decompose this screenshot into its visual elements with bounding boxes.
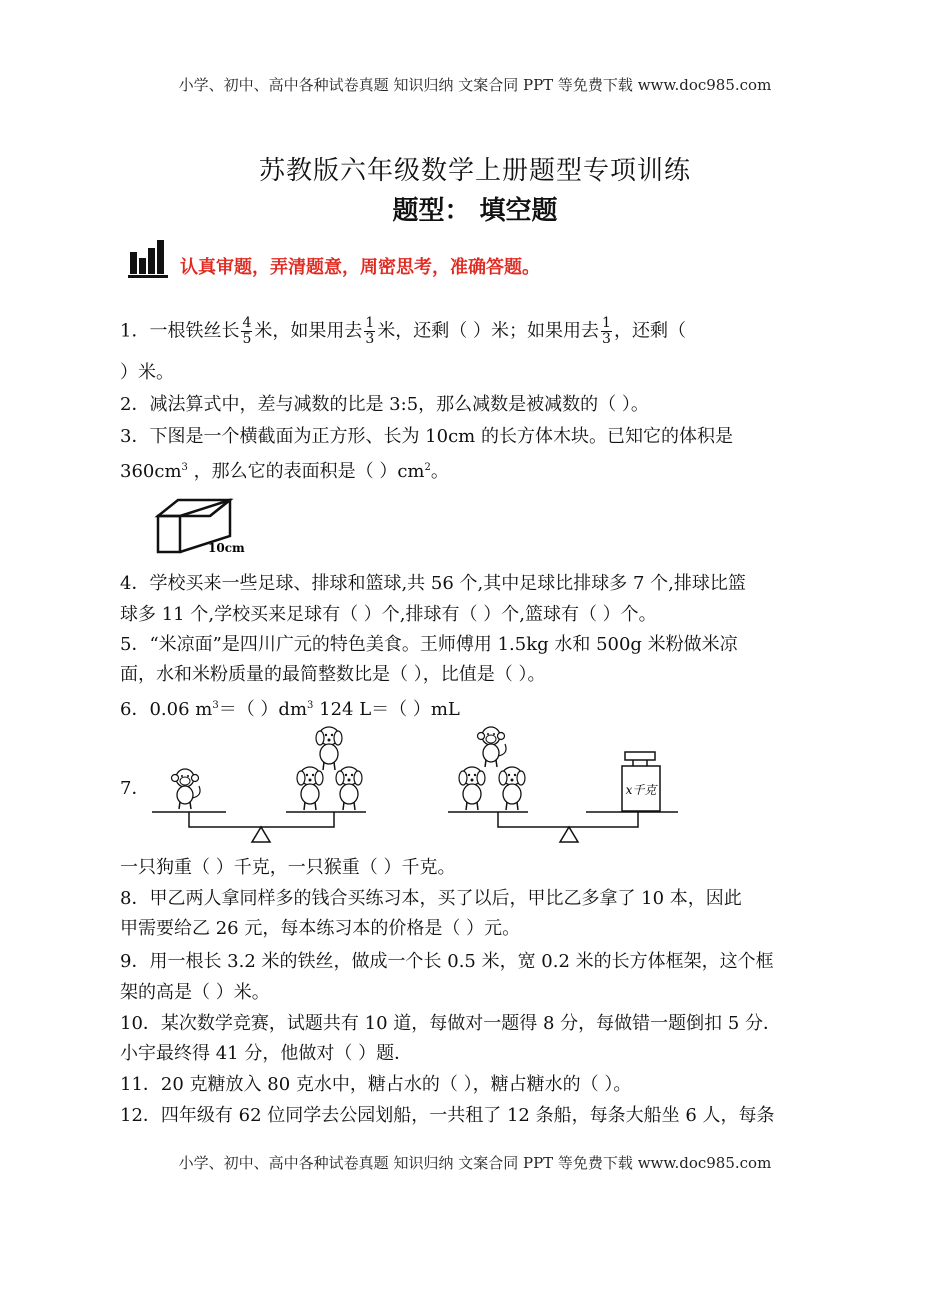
monkey-icon bbox=[478, 727, 507, 767]
instruction-slogan: 认真审题，弄清题意，周密思考，准确答题。 bbox=[180, 257, 540, 278]
page-footer: 小学、初中、高中各种试卷真题 知识归纳 文案合同 PPT 等免费下载 www.doc985.com bbox=[178, 1154, 772, 1172]
fraction: $\frac{1}{3}$ bbox=[602, 315, 611, 347]
question-5-line-1: 5．“米凉面”是四川广元的特色美食。王师傅用 1.5kg 水和 500g 米粉做米凉 bbox=[120, 634, 738, 655]
question-7-label: 7． bbox=[120, 778, 150, 799]
question-11: 11．20 克糖放入 80 克水中，糖占水的（ ），糖占糖水的（ ）。 bbox=[120, 1074, 632, 1095]
question-6: 6．0.06 $m^3=$（ ）$dm^3$ 124 L＝（ ）mL bbox=[120, 699, 460, 720]
question-9-line-1: 9．用一根长 3.2 米的铁丝，做成一个长 0.5 米，宽 0.2 米的长方体框架，这个框 bbox=[120, 951, 774, 972]
question-2: 2．减法算式中，差与减数的比是 3:5，那么减数是被减数的（ ）。 bbox=[120, 394, 649, 415]
page-header: 小学、初中、高中各种试卷真题 知识归纳 文案合同 PPT 等免费下载 www.doc985.com bbox=[178, 76, 772, 94]
question-1-cont: ）米。 bbox=[120, 362, 174, 383]
question-10-line-2: 小宇最终得 41 分，他做对（ ）题． bbox=[120, 1043, 413, 1064]
question-3-line-1: 3．下图是一个横截面为正方形、长为 10cm 的长方体木块。已知它的体积是 bbox=[120, 426, 733, 447]
monkey-icon bbox=[172, 769, 201, 809]
dog-icon bbox=[459, 767, 485, 810]
page-title: 苏教版六年级数学上册题型专项训练 bbox=[258, 156, 691, 186]
weight-label: x千克 bbox=[625, 783, 657, 797]
dog-icon bbox=[499, 767, 525, 810]
fraction: $\frac{4}{5}$ bbox=[242, 315, 252, 347]
question-1: 1．一根铁丝长 $\frac{4}{5}$ 米，如果用去 $\frac{1}{3}$ 米，还剩（ ）米；如果用去 $\frac{1}{3}$ ，还剩（ bbox=[120, 315, 686, 347]
question-8-line-1: 8．甲乙两人拿同样多的钱合买练习本，买了以后，甲比乙多拿了 10 本，因此 bbox=[120, 888, 742, 909]
cuboid-length-label: 10cm bbox=[208, 541, 245, 555]
question-4-line-1: 4．学校买来一些足球、排球和篮球,共 56 个,其中足球比排球多 7 个,排球比篮 bbox=[120, 573, 746, 594]
question-8-line-2: 甲需要给乙 26 元，每本练习本的价格是（ ）元。 bbox=[120, 918, 521, 939]
balance-scales-figure bbox=[148, 722, 688, 847]
question-4-line-2: 球多 11 个,学校买来足球有（ ）个,排球有（ ）个,篮球有（ ）个。 bbox=[120, 604, 657, 625]
question-9-line-2: 架的高是（ ）米。 bbox=[120, 982, 270, 1003]
dog-icon bbox=[316, 727, 342, 770]
question-3-line-2: $360cm^3$ ，那么它的表面积是（ ）$cm^2$。 bbox=[120, 461, 449, 482]
page-subtitle: 题型： 填空题 bbox=[392, 196, 558, 226]
question-10-line-1: 10．某次数学竞赛，试题共有 10 道，每做对一题得 8 分，每做错一题倒扣 5 分． bbox=[120, 1013, 782, 1034]
question-5-line-2: 面，水和米粉质量的最简整数比是（ ），比值是（ ）。 bbox=[120, 664, 546, 685]
cuboid-figure bbox=[150, 492, 260, 562]
dog-icon bbox=[297, 767, 323, 810]
bar-chart-icon bbox=[128, 238, 174, 280]
dog-icon bbox=[336, 767, 362, 810]
fraction: $\frac{1}{3}$ bbox=[365, 315, 375, 347]
question-7-line-2: 一只狗重（ ）千克，一只猴重（ ）千克。 bbox=[120, 857, 456, 878]
question-12: 12．四年级有 62 位同学去公园划船，一共租了 12 条船，每条大船坐 6 人，每条 bbox=[120, 1105, 775, 1126]
weight-handle bbox=[625, 752, 655, 760]
